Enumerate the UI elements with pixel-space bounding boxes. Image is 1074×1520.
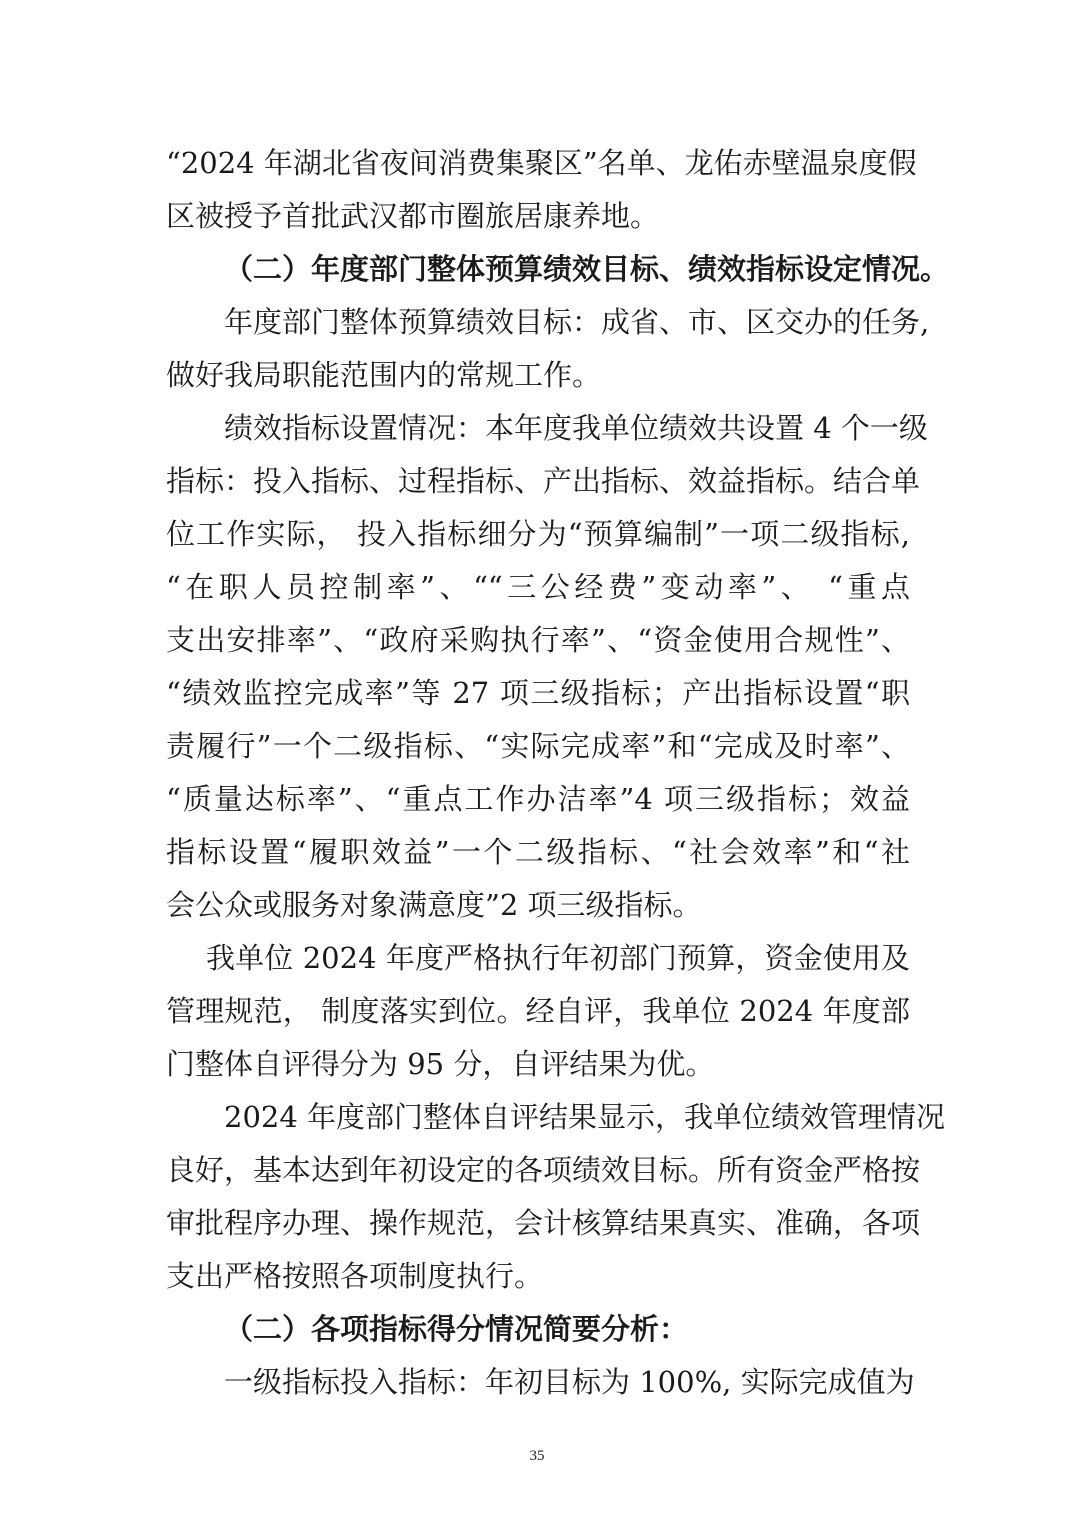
text-line: 审批程序办理、操作规范，会计核算结果真实、准确，各项	[166, 1206, 921, 1240]
text-line: 门整体自评得分为 95 分，自评结果为优。	[166, 1047, 715, 1081]
text-line: 会公众或服务对象满意度”2 项三级指标。	[166, 888, 702, 922]
text-line: “质量达标率”、“重点工作办洁率”4 项三级指标；效益	[166, 782, 910, 816]
text-line: 指标设置“履职效益”一个二级指标、“社会效率”和“社	[166, 835, 910, 869]
text-line: “在职人员控制率”、““三公经费”变动率”、 “重点	[166, 570, 910, 604]
text-line: 良好，基本达到年初设定的各项绩效目标。所有资金严格按	[166, 1153, 921, 1187]
text-line: 位工作实际， 投入指标细分为“预算编制”一项二级指标,	[166, 517, 910, 551]
text-line: 我单位 2024 年度严格执行年初部门预算，资金使用及	[206, 941, 910, 975]
text-line: 做好我局职能范围内的常规工作。	[166, 358, 602, 392]
text-line: 2024 年度部门整体自评结果显示，我单位绩效管理情况	[224, 1100, 946, 1134]
text-line: 一级指标投入指标：年初目标为 100%, 实际完成值为	[224, 1365, 915, 1399]
text-line: 区被授予首批武汉都市圈旅居康养地。	[166, 199, 660, 233]
text-line: 支出严格按照各项制度执行。	[166, 1259, 544, 1293]
text-line: 年度部门整体预算绩效目标：成省、市、区交办的任务,	[224, 305, 930, 339]
page-number: 35	[529, 1448, 545, 1464]
section-heading: （二）年度部门整体预算绩效目标、绩效指标设定情况。	[224, 252, 950, 286]
section-heading: （二）各项指标得分情况简要分析：	[224, 1312, 689, 1346]
text-line: 管理规范， 制度落实到位。经自评，我单位 2024 年度部	[166, 994, 910, 1028]
text-line: 指标：投入指标、过程指标、产出指标、效益指标。结合单	[166, 464, 921, 498]
text-line: “2024 年湖北省夜间消费集聚区”名单、龙佑赤壁温泉度假	[166, 146, 917, 180]
text-line: 绩效指标设置情况：本年度我单位绩效共设置 4 个一级	[224, 411, 928, 445]
text-line: 责履行”一个二级指标、“实际完成率”和“完成及时率”、	[166, 729, 910, 763]
text-line: 支出安排率”、“政府采购执行率”、“资金使用合规性”、	[166, 623, 910, 657]
text-line: “绩效监控完成率”等 27 项三级指标；产出指标设置“职	[166, 676, 910, 710]
